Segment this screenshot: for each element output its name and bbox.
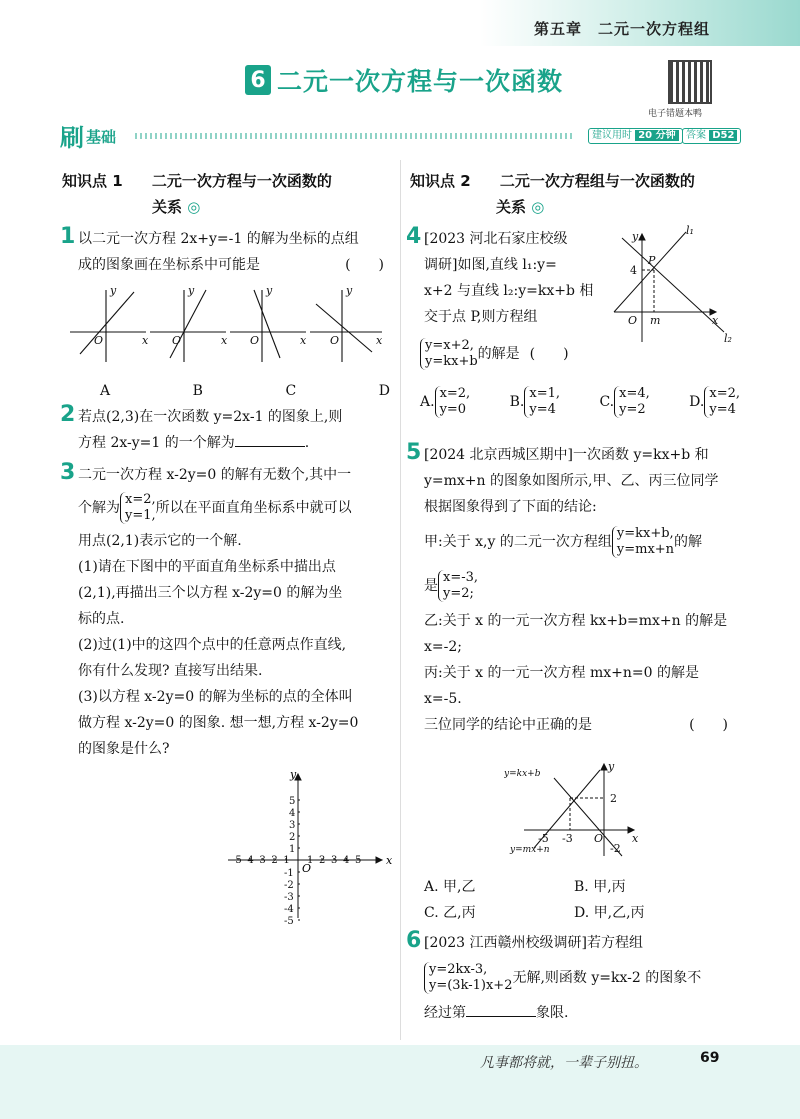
q4-l3: x+2 与直线 l₂:y=kx+b 相 (424, 283, 594, 299)
q4-paren[interactable]: ( ) (529, 346, 569, 362)
q3-coordinate-grid[interactable] (222, 768, 392, 924)
column-divider (400, 160, 401, 1040)
q4-d-sys (704, 386, 740, 418)
q1-options (100, 378, 390, 404)
q6-l2: 无解,则函数 y=kx-2 的图象不 (512, 970, 702, 986)
q4-a-key: A. (420, 394, 435, 410)
q2-line1: 若点(2,3)在一次函数 y=2x-1 的图象上,则 (78, 409, 343, 425)
q2-line2: 方程 2x-y=1 的一个解为 (78, 435, 235, 451)
shua-label: 刷 (60, 124, 84, 152)
q4-text (424, 226, 604, 330)
q1-option-c[interactable]: C (285, 383, 297, 399)
kp2-title2: 关系 (496, 198, 527, 216)
q4-d-1: x=2, (709, 386, 740, 401)
q1c-o: O (250, 334, 260, 347)
q4-number: 4 (406, 224, 422, 249)
q3-line1: 二元一次方程 x-2y=0 的解有无数个,其中一 (78, 467, 352, 483)
q5-yi-b: x=-2; (424, 639, 462, 655)
q1a-x: x (142, 334, 149, 347)
q1-line2: 成的图象画在坐标系中可能是 (78, 257, 260, 273)
q5-jia-row2 (424, 564, 744, 608)
q5-jia-s2: y=mx+n (616, 542, 675, 557)
q4-sys2: y=kx+b (425, 354, 478, 369)
q4-b-2: y=4 (529, 402, 556, 417)
q5-yi-a: 乙:关于 x 的一元一次方程 kx+b=mx+n 的解是 (424, 613, 728, 629)
time-label: 建议用时 (592, 130, 632, 141)
q5-ask-row (424, 712, 728, 738)
q5-option-a[interactable]: A. 甲,乙 (424, 879, 476, 895)
q4-l2: 调研]如图,直线 l₁:y= (424, 257, 557, 273)
q5-option-b[interactable]: B. 甲,丙 (574, 879, 626, 895)
q5-jia-a: 甲:关于 x,y 的二元一次方程组 (424, 534, 612, 550)
q5-fig-m3: -3 (562, 832, 573, 845)
grid-ytick: -2 (284, 880, 294, 891)
kp1-label: 知识点 1 (62, 172, 123, 190)
q5-bing-a: 丙:关于 x 的一元一次方程 mx+n=0 的解是 (424, 665, 699, 681)
q4-l1: [2023 河北石家庄校级 (424, 231, 568, 247)
kp1-heading-2 (152, 196, 200, 217)
q5-jia-r1: x=-3, (443, 570, 479, 585)
q2-text (78, 404, 398, 456)
q6-row3 (424, 1000, 744, 1026)
q3-p1a: (1)请在下图中的平面直角坐标系中描出点 (78, 559, 336, 575)
q2-number: 2 (60, 402, 76, 427)
q3-text (78, 462, 398, 762)
grid-xtick: -5 (232, 855, 242, 866)
q4-fig-o: O (628, 314, 638, 327)
grid-ytick: -3 (284, 892, 294, 903)
q5-jia-r2: y=2; (443, 586, 474, 601)
grid-xtick: -4 (244, 855, 254, 866)
q6-l1: [2023 江西赣州校级调研]若方程组 (424, 935, 644, 951)
grid-ytick: -5 (284, 916, 294, 924)
q4-sys1: y=x+2, (425, 338, 474, 353)
target-icon: ◎ (187, 198, 201, 216)
kp2-title: 二元一次方程组与一次函数的 (499, 172, 695, 190)
grid-ytick: 1 (289, 844, 296, 855)
q4-b-1: x=1, (529, 386, 561, 401)
q6-l3a: 经过第 (424, 1005, 466, 1021)
q4-a-sys (435, 386, 471, 418)
q4-fig-x: x (712, 314, 719, 327)
q5-opt-row2 (424, 900, 724, 926)
q5-fig-x: x (632, 832, 639, 845)
grid-xtick: -1 (280, 855, 290, 866)
grid-xtick: -3 (256, 855, 266, 866)
q6-number: 6 (406, 928, 422, 953)
q5-fig-mx: y=mx+n (510, 845, 550, 855)
q3-p1c: 标的点. (78, 611, 125, 627)
q4-d-key: D. (689, 394, 705, 410)
q5-bing-b: x=-5. (424, 691, 462, 707)
grid-origin: O (302, 862, 312, 875)
grid-ytick: 4 (289, 808, 296, 819)
q4-option-d[interactable] (689, 386, 740, 418)
q1d-y: y (346, 284, 353, 297)
q5-jia-b: 的解 (674, 534, 703, 550)
q1-paren[interactable]: ( ) (345, 257, 384, 273)
q5-jia-res (438, 570, 478, 602)
q1b-x: x (221, 334, 228, 347)
q4-system-row (420, 334, 620, 374)
q1-number: 1 (60, 224, 76, 249)
q1a-y: y (110, 284, 117, 297)
q1d-o: O (330, 334, 340, 347)
q5-opt-row1 (424, 874, 724, 900)
q1c-x: x (300, 334, 307, 347)
q6-row2 (424, 956, 744, 1000)
q5-l3: 根据图象得到了下面的结论: (424, 499, 597, 515)
grid-xtick: 5 (355, 855, 362, 866)
q4-l5: 的解是 (477, 346, 520, 362)
section-heading: 二元一次方程与一次函数 (277, 67, 564, 96)
time-value: 20 分钟 (635, 130, 678, 141)
q1c-y: y (266, 284, 273, 297)
footer-band (0, 1045, 800, 1119)
q3-line2a: 个解为 (78, 500, 120, 516)
q5-text (424, 442, 744, 738)
q5-fig-2: 2 (610, 792, 617, 805)
q2-end: . (304, 435, 310, 451)
q3-sys1: x=2, (125, 492, 156, 507)
grid-xtick: 2 (319, 855, 326, 866)
q3-number: 3 (60, 460, 76, 485)
q6-l3b: 象限. (536, 1005, 569, 1021)
kp2-heading-2 (496, 196, 544, 217)
q4-fig-p: P (648, 254, 656, 267)
q4-c-sys (614, 386, 650, 418)
q4-c-1: x=4, (619, 386, 650, 401)
kp1-title2: 关系 (152, 198, 183, 216)
q6-sys2: y=(3k-1)x+2 (429, 978, 513, 993)
q4-option-b[interactable] (510, 386, 560, 418)
q4-b-key: B. (509, 394, 525, 410)
kp1-heading (62, 170, 332, 191)
answer-value: D52 (709, 130, 737, 141)
q5-jia-c: 是 (424, 578, 438, 594)
q5-option-c[interactable]: C. 乙,丙 (424, 905, 476, 921)
q4-l4: 交于点 P,则方程组 (424, 309, 538, 325)
dotted-bar (135, 133, 575, 139)
q5-fig-kx: y=kx+b (504, 769, 541, 779)
q4-fig-l2: l₂ (724, 332, 732, 345)
q3-line2-row (78, 488, 398, 528)
q5-fig-m2: -2 (610, 842, 621, 855)
q4-option-c[interactable] (599, 386, 649, 418)
q5-l2: y=mx+n 的图象如图所示,甲、乙、丙三位同学 (424, 473, 719, 489)
kp1-title: 二元一次方程与一次函数的 (151, 172, 332, 190)
q1-line1: 以二元一次方程 2x+y=-1 的解为坐标的点组 (78, 231, 359, 247)
q4-c-2: y=2 (619, 402, 646, 417)
grid-ytick: -1 (284, 868, 294, 879)
q5-fig-y: y (608, 760, 615, 773)
q4-system (420, 338, 478, 370)
qr-label: 电子错题本鸭 (648, 109, 703, 119)
q3-sys2: y=1, (125, 508, 156, 523)
q6-blank[interactable] (466, 1016, 536, 1017)
q5-l1: [2024 北京西城区期中]一次函数 y=kx+b 和 (424, 447, 709, 463)
q2-line2-row (78, 430, 398, 456)
q1-option-d[interactable]: D (378, 383, 390, 399)
q1b-o: O (172, 334, 182, 347)
q4-b-sys (524, 386, 560, 418)
q5-ask: 三位同学的结论中正确的是 (424, 717, 592, 733)
q3-line2b: 所以在平面直角坐标系中就可以 (155, 500, 352, 516)
q5-options (424, 874, 724, 926)
q3-p1b: (2,1),再描出三个以方程 x-2y=0 的解为坐 (78, 585, 343, 601)
q5-jia-row (424, 520, 744, 564)
q4-figure (604, 224, 740, 348)
q3-p2a: (2)过(1)中的这四个点中的任意两点作直线, (78, 637, 347, 653)
answer-label: 答案 (686, 130, 706, 141)
q1-option-a[interactable]: A (100, 383, 111, 399)
q4-c-key: C. (599, 394, 615, 410)
grid-xtick: 3 (331, 855, 338, 866)
q4-options (420, 386, 740, 418)
q6-sys1: y=2kx-3, (429, 962, 488, 977)
qr-code-icon[interactable] (668, 60, 712, 104)
jichu-label: 基础 (86, 128, 117, 146)
q3-p3b: 做方程 x-2y=0 的图象. 想一想,方程 x-2y=0 (78, 715, 359, 731)
q3-p2b: 你有什么发现? 直接写出结果. (78, 663, 263, 679)
kp2-heading (410, 170, 695, 191)
q3-system (120, 492, 156, 524)
q5-paren[interactable]: ( ) (689, 717, 728, 733)
grid-ytick: 5 (289, 796, 296, 807)
q5-jia-s1: y=kx+b, (616, 526, 674, 541)
q5-figure (504, 760, 654, 860)
time-tag (588, 128, 683, 144)
grid-xtick: 1 (307, 855, 314, 866)
grid-ytick: 3 (289, 820, 296, 831)
q3-p3a: (3)以方程 x-2y=0 的解为坐标的点的全体叫 (78, 689, 353, 705)
q2-blank[interactable] (235, 446, 305, 447)
q5-jia-sys (612, 526, 674, 558)
q4-fig-y: y (632, 230, 639, 243)
q4-a-2: y=0 (439, 402, 467, 417)
q1-text (78, 226, 398, 278)
section-title (245, 62, 563, 98)
grid-ytick: 2 (289, 832, 296, 843)
q3-line3: 用点(2,1)表示它的一个解. (78, 533, 242, 549)
grid-xtick: -2 (268, 855, 278, 866)
q1-option-b[interactable]: B (192, 383, 203, 399)
q5-fig-m5: -5 (538, 832, 549, 845)
q3-p3c: 的图象是什么? (78, 741, 170, 757)
footer-motto: 凡事都将就，一辈子别扭。 (480, 1055, 648, 1071)
q4-d-2: y=4 (709, 402, 736, 417)
section-number: 6 (245, 65, 271, 95)
q5-number: 5 (406, 440, 422, 465)
q1b-y: y (188, 284, 195, 297)
grid-y-label: y (290, 768, 297, 781)
q4-option-a[interactable] (420, 386, 470, 418)
kp2-label: 知识点 2 (410, 172, 471, 190)
q4-a-1: x=2, (439, 386, 471, 401)
grid-x-label: x (386, 854, 392, 867)
q6-system (424, 962, 512, 994)
q4-fig-4: 4 (630, 264, 637, 277)
q1d-x: x (376, 334, 383, 347)
target-icon: ◎ (531, 198, 545, 216)
q5-option-d[interactable]: D. 甲,乙,丙 (574, 905, 645, 921)
q1a-o: O (94, 334, 104, 347)
grid-xtick: 4 (343, 855, 350, 866)
q4-fig-l1: l₁ (686, 224, 694, 237)
q5-fig-o: O (594, 832, 604, 845)
q6-text (424, 930, 744, 1026)
grid-ytick: -4 (284, 904, 294, 915)
q1-line2-row (78, 252, 384, 278)
q4-fig-m: m (650, 314, 661, 327)
answer-tag (682, 128, 741, 144)
page-number: 69 (700, 1050, 720, 1066)
chapter-title: 第五章 二元一次方程组 (533, 20, 710, 38)
